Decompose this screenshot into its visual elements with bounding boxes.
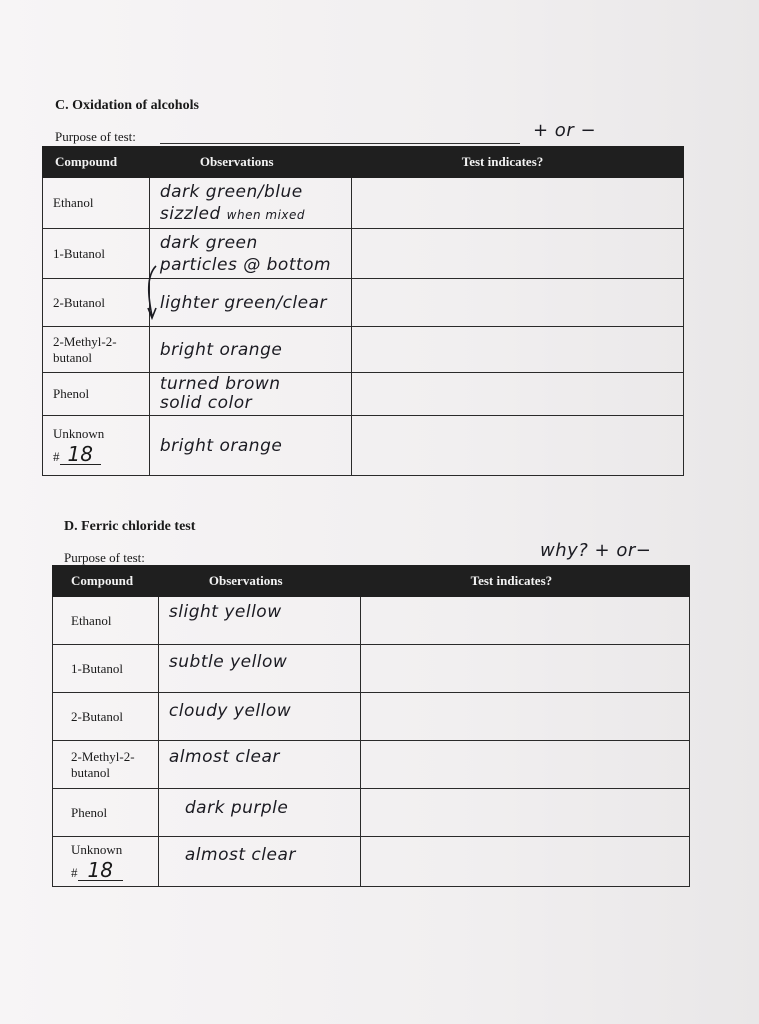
header-observations: Observations bbox=[149, 147, 351, 178]
observation-cell[interactable] bbox=[149, 178, 351, 229]
table-row bbox=[53, 789, 690, 837]
compound-cell: Ethanol bbox=[43, 178, 150, 229]
test-indicates-cell[interactable] bbox=[351, 416, 683, 476]
table-row bbox=[43, 373, 684, 416]
observation-cell[interactable] bbox=[158, 693, 360, 741]
table-row bbox=[53, 597, 690, 645]
observation-text: particles @ bottom bbox=[159, 254, 332, 275]
table-row bbox=[53, 645, 690, 693]
table-row bbox=[53, 693, 690, 741]
compound-cell: 2-Butanol bbox=[43, 279, 150, 327]
header-test-indicates: Test indicates? bbox=[351, 147, 683, 178]
unknown-number: 18 bbox=[67, 441, 93, 466]
unknown-number-line: # 18 bbox=[71, 858, 158, 882]
table-row bbox=[43, 178, 684, 229]
test-indicates-cell[interactable] bbox=[351, 229, 683, 279]
test-indicates-cell[interactable] bbox=[360, 837, 689, 887]
handwritten-bracket-icon bbox=[140, 262, 164, 326]
table-row bbox=[43, 229, 684, 279]
observation-text: almost clear bbox=[184, 844, 296, 865]
observation-cell[interactable] bbox=[149, 229, 351, 279]
test-indicates-cell[interactable] bbox=[360, 597, 689, 645]
observation-text: bright orange bbox=[159, 339, 283, 360]
header-observations: Observations bbox=[158, 566, 360, 597]
header-compound: Compound bbox=[53, 566, 159, 597]
section-d-table bbox=[52, 565, 690, 887]
compound-cell: Phenol bbox=[43, 373, 150, 416]
compound-cell: Phenol bbox=[53, 789, 159, 837]
observation-cell[interactable] bbox=[149, 279, 351, 327]
observation-text: dark purple bbox=[184, 797, 289, 818]
observation-cell[interactable] bbox=[158, 741, 360, 789]
table-row bbox=[43, 327, 684, 373]
test-indicates-cell[interactable] bbox=[360, 645, 689, 693]
test-indicates-cell[interactable] bbox=[360, 693, 689, 741]
observation-text: sizzled when mixed bbox=[159, 203, 306, 224]
observation-text: subtle yellow bbox=[168, 651, 288, 672]
section-c-purpose-label: Purpose of test: bbox=[55, 129, 136, 144]
observation-text: solid color bbox=[159, 393, 253, 413]
unknown-label: Unknown bbox=[53, 425, 105, 441]
observation-text: dark green bbox=[159, 232, 258, 253]
observation-cell[interactable] bbox=[158, 837, 360, 887]
observation-text: slight yellow bbox=[168, 601, 282, 622]
observation-cell[interactable] bbox=[149, 373, 351, 416]
header-compound: Compound bbox=[43, 147, 150, 178]
table-row bbox=[43, 416, 684, 476]
test-indicates-cell[interactable] bbox=[360, 741, 689, 789]
test-indicates-cell[interactable] bbox=[351, 373, 683, 416]
unknown-number: 18 bbox=[87, 857, 113, 882]
section-c-title: C. Oxidation of alcohols bbox=[55, 98, 199, 113]
observation-cell[interactable] bbox=[149, 327, 351, 373]
table-row bbox=[53, 741, 690, 789]
unknown-number-line: # 18 bbox=[53, 442, 149, 466]
section-d-purpose-annotation: why? + or− bbox=[540, 540, 652, 561]
compound-cell: 1-Butanol bbox=[43, 229, 150, 279]
section-c-purpose-annotation: + or − bbox=[533, 120, 597, 141]
observation-text: cloudy yellow bbox=[168, 700, 292, 721]
table-header-row bbox=[53, 566, 690, 597]
compound-cell: Ethanol bbox=[53, 597, 159, 645]
test-indicates-cell[interactable] bbox=[360, 789, 689, 837]
section-c-purpose-line bbox=[160, 143, 520, 144]
observation-text: dark green/blue bbox=[159, 181, 303, 202]
compound-cell bbox=[43, 416, 150, 476]
compound-cell: 1-Butanol bbox=[53, 645, 159, 693]
observation-text: almost clear bbox=[168, 746, 280, 767]
observation-text: bright orange bbox=[159, 435, 283, 456]
observation-cell[interactable] bbox=[149, 416, 351, 476]
observation-cell[interactable] bbox=[158, 789, 360, 837]
compound-cell bbox=[53, 837, 159, 887]
table-row bbox=[53, 837, 690, 887]
section-d-purpose-label: Purpose of test: bbox=[64, 550, 145, 565]
compound-cell: 2-Methyl-2-butanol bbox=[53, 741, 159, 789]
table-row bbox=[43, 279, 684, 327]
test-indicates-cell[interactable] bbox=[351, 279, 683, 327]
compound-cell: 2-Methyl-2-butanol bbox=[43, 327, 150, 373]
observation-text: lighter green/clear bbox=[159, 292, 328, 313]
observation-text: turned brown bbox=[159, 374, 281, 394]
compound-cell: 2-Butanol bbox=[53, 693, 159, 741]
observation-cell[interactable] bbox=[158, 597, 360, 645]
section-c-table bbox=[42, 146, 684, 476]
observation-cell[interactable] bbox=[158, 645, 360, 693]
test-indicates-cell[interactable] bbox=[351, 178, 683, 229]
test-indicates-cell[interactable] bbox=[351, 327, 683, 373]
section-d-title: D. Ferric chloride test bbox=[64, 519, 196, 534]
unknown-label: Unknown bbox=[71, 841, 123, 857]
header-test-indicates: Test indicates? bbox=[360, 566, 689, 597]
table-header-row bbox=[43, 147, 684, 178]
